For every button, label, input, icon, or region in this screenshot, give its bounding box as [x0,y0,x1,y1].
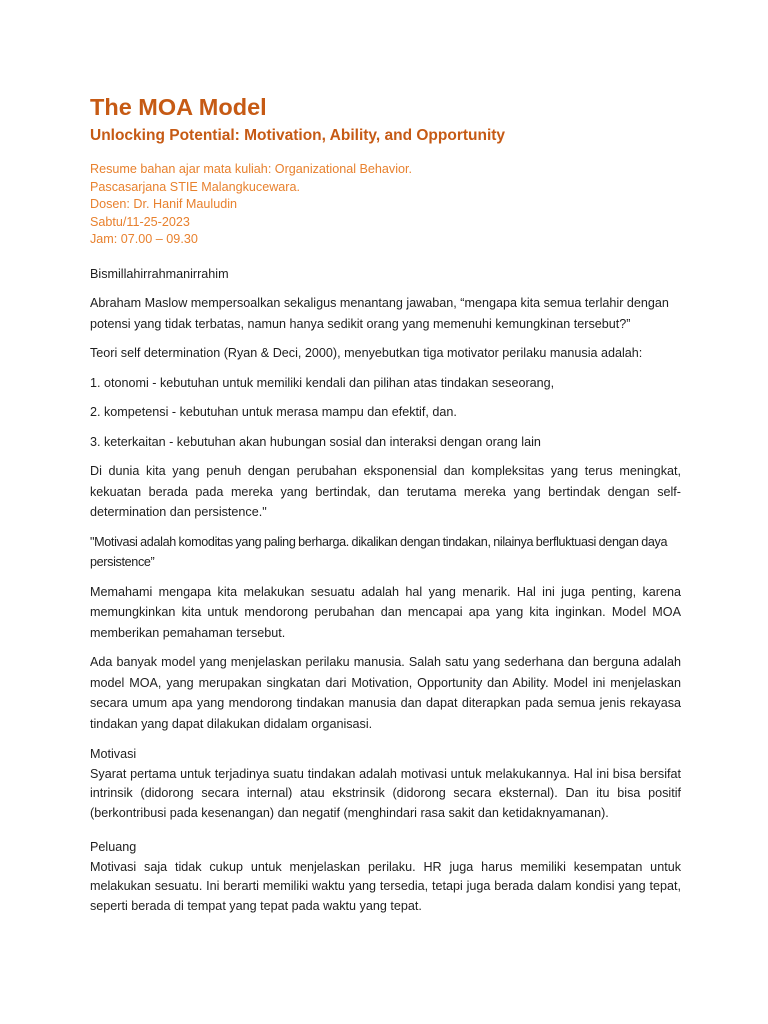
list-item-competence: 2. kompetensi - kebutuhan untuk merasa mampu dan efektif, dan. [90,405,457,420]
maslow-paragraph: Abraham Maslow mempersoalkan sekaligus menantang jawaban, “mengapa kita semua terlahir dengan potensi yang tidak terbatas, namun hanya sedikit orang yang memenuhi kemungkinan tersebut?” [90,296,669,331]
course-info-line: Resume bahan ajar mata kuliah: Organizational Behavior. [90,162,413,176]
course-info-line: Sabtu/11-25-2023 [90,214,190,229]
sdt-intro-paragraph: Teori self determination (Ryan & Deci, 2000), menyebutkan tiga motivator perilaku manusia adalah: [90,346,643,361]
course-info-line: Dosen: Dr. Hanif Mauludin [90,197,237,212]
section-heading-motivasi: Motivasi [90,747,137,762]
quote-paragraph: "Motivasi adalah komoditas yang paling berharga. dikalikan dengan tindakan, nilainya berfluktuasi dengan daya persistence” [90,534,668,570]
list-item-autonomy: 1. otonomi - kebutuhan untuk memiliki kendali dan pilihan atas tindakan seseorang, [90,375,555,390]
section-body-motivasi: Syarat pertama untuk terjadinya suatu tindakan adalah motivasi untuk melakukannya. Hal ini bisa bersifat intrinsik (didorong secara internal) atau ekstrinsik (didorong secara eksternal). Dan itu bisa positif (berkontribusi pada kesenangan) dan negatif (menghindari rasa sakit dan ketidaknyamanan). [90,766,681,820]
course-info [90,161,681,249]
course-info-line: Pascasarjana STIE Malangkucewara. [90,179,300,194]
world-paragraph: Di dunia kita yang penuh dengan perubahan eksponensial dan kompleksitas yang terus meningkat, kekuatan berada pada mereka yang bertindak, dan terutama mereka yang bertindak dengan self-determination dan persistence." [90,464,681,520]
list-item-relatedness: 3. keterkaitan - kebutuhan akan hubungan sosial dan interaksi dengan orang lain [90,434,541,449]
section-heading-peluang: Peluang [90,840,137,855]
greeting-paragraph: Bismillahirrahmanirrahim [90,266,229,281]
section-gap [90,823,681,838]
section-body-peluang: Motivasi saja tidak cukup untuk menjelaskan perilaku. HR juga harus memiliki kesempatan untuk melakukan sesuatu. Ini berarti memiliki waktu yang tersedia, tetapi juga berada dalam kondisi yang tepat, seperti berada di tempat yang tepat pada waktu yang tepat. [90,859,681,913]
document-title: The MOA Model [90,94,267,120]
document-subtitle: Unlocking Potential: Motivation, Ability, and Opportunity [90,127,506,144]
models-paragraph: Ada banyak model yang menjelaskan perilaku manusia. Salah satu yang sederhana dan berguna adalah model MOA, yang merupakan singkatan dari Motivation, Opportunity dan Ability. Model ini menjelaskan secara umum apa yang mendorong tindakan manusia dan dapat diterapkan pada semua jenis rekayasa tindakan yang dapat dilakukan didalam organisasi. [90,655,681,731]
course-info-line: Jam: 07.00 – 09.30 [90,232,198,247]
understand-paragraph: Memahami mengapa kita melakukan sesuatu adalah hal yang menarik. Hal ini juga penting, karena memungkinkan kita untuk mendorong perubahan dan mencapai apa yang kita inginkan. Model MOA memberikan pemahaman tersebut. [90,584,681,640]
document-body [90,264,681,917]
